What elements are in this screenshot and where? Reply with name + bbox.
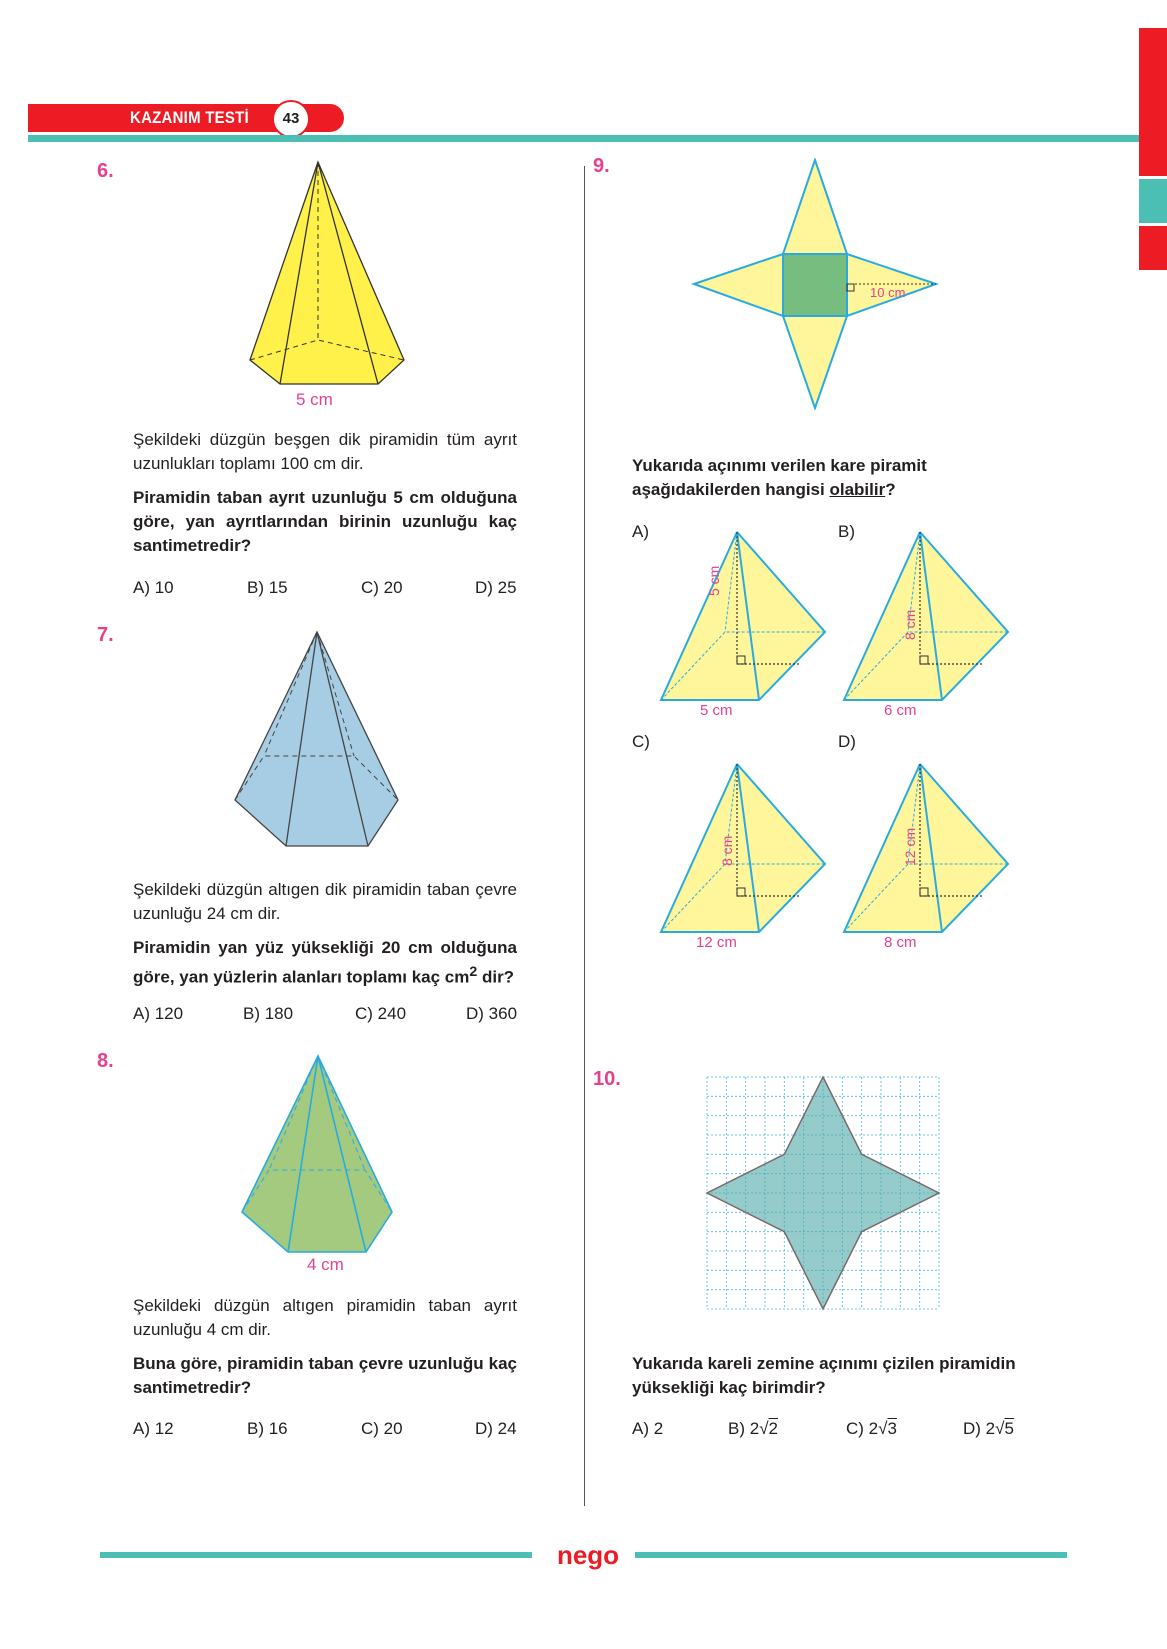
hexagonal-pyramid-figure (230, 628, 405, 853)
option-d[interactable] (963, 1419, 1014, 1439)
superscript: 2 (469, 964, 478, 980)
choice-d-pyramid[interactable] (838, 762, 1018, 937)
question-prompt-end: dir? (477, 967, 515, 987)
question-prompt (632, 454, 1022, 502)
emphasized-word: olabilir (829, 480, 886, 499)
question-prompt: Buna göre, piramidin taban çevre uzunluğu kaç santimetredir? (133, 1354, 517, 1397)
sqrt-icon: √ (759, 1419, 769, 1438)
option-b[interactable] (728, 1419, 778, 1439)
side-tab-red (1139, 28, 1167, 176)
option-c-radicand: 3 (887, 1419, 897, 1438)
option-c[interactable] (846, 1419, 897, 1439)
choice-a-pyramid[interactable] (655, 530, 835, 705)
question-number: 6. (97, 160, 114, 182)
option-b-prefix: B) 2 (728, 1419, 760, 1438)
option-d[interactable]: D) 25 (475, 578, 517, 597)
choice-b-height-label: 8 cm (902, 609, 918, 640)
choice-c-base-label: 12 cm (696, 934, 737, 951)
option-a[interactable]: A) 10 (133, 578, 174, 597)
option-c[interactable]: C) 20 (361, 1419, 403, 1438)
choice-a-base-label: 5 cm (700, 702, 733, 719)
choice-b-base-label: 6 cm (884, 702, 917, 719)
question-text: Şekildeki düzgün altıgen piramidin taban ayrıt uzunluğu 4 cm dir. (133, 1296, 517, 1339)
question-text: Şekildeki düzgün altıgen dik piramidin taban çevre uzunluğu 24 cm dir. (133, 880, 517, 923)
column-divider (584, 166, 585, 1506)
choice-d-height-label: 12 cm (902, 827, 918, 866)
option-c[interactable]: C) 20 (361, 578, 403, 597)
test-number-badge: 43 (272, 100, 310, 138)
option-c-prefix: C) 2 (846, 1419, 879, 1438)
choice-c-pyramid[interactable] (655, 762, 835, 937)
option-d[interactable]: D) 24 (475, 1419, 517, 1438)
option-b[interactable]: B) 180 (243, 1004, 294, 1023)
footer-rule-left (100, 1552, 532, 1558)
option-d[interactable]: D) 360 (466, 1004, 518, 1023)
grid-net-figure (705, 1075, 941, 1311)
choice-c-height-label: 8 cm (719, 835, 735, 866)
choice-d-label[interactable]: D) (838, 732, 856, 751)
hexagonal-pyramid-green-figure (238, 1052, 398, 1257)
option-a[interactable]: A) 2 (632, 1419, 664, 1438)
header-title: KAZANIM TESTİ (130, 108, 249, 127)
option-b[interactable]: B) 16 (247, 1419, 288, 1438)
question-text: Şekildeki düzgün beşgen dik piramidin tüm ayrıt uzunlukları toplamı 100 cm dir. (133, 430, 517, 473)
slant-height-label: 10 cm (870, 285, 906, 300)
question-prompt-main: Yukarıda açınımı verilen kare piramit aşağıdakilerden hangisi (632, 456, 927, 499)
header-rule (28, 135, 1140, 142)
question-prompt (133, 936, 517, 990)
choice-a-height-label: 5 cm (706, 565, 722, 596)
pentagonal-pyramid-figure (230, 158, 430, 408)
option-b-radicand: 2 (768, 1419, 778, 1438)
question-prompt: Yukarıda kareli zemine açınımı çizilen piramidin yüksekliği kaç birimdir? (632, 1354, 1016, 1397)
choice-a-label[interactable]: A) (632, 522, 649, 541)
option-b[interactable]: B) 15 (247, 578, 288, 597)
question-number: 10. (593, 1068, 621, 1090)
option-c[interactable]: C) 240 (355, 1004, 407, 1023)
choice-d-base-label: 8 cm (884, 934, 917, 951)
question-prompt-main: Piramidin yan yüz yüksekliği 20 cm olduğuna göre, yan yüzlerin alanları toplamı kaç cm (133, 938, 517, 987)
choice-b-pyramid[interactable] (838, 530, 1018, 705)
publisher-logo: nego (556, 1540, 620, 1570)
question-prompt-end: ? (885, 480, 896, 499)
square-pyramid-net-figure (690, 158, 942, 410)
question-number: 7. (97, 624, 114, 646)
option-d-radicand: 5 (1004, 1419, 1014, 1438)
footer-rule-right (635, 1552, 1067, 1558)
side-tab-red-2 (1139, 226, 1167, 270)
question-prompt: Piramidin taban ayrıt uzunluğu 5 cm olduğuna göre, yan ayrıtlarından birinin uzunluğu kaç santimetredir? (133, 488, 517, 555)
question-number: 8. (97, 1050, 114, 1072)
base-edge-label: 4 cm (307, 1255, 344, 1274)
option-d-prefix: D) 2 (963, 1419, 996, 1438)
sqrt-icon: √ (878, 1419, 888, 1438)
question-number: 9. (593, 155, 610, 177)
choice-c-label[interactable]: C) (632, 732, 650, 751)
side-tab-teal (1139, 179, 1167, 223)
base-edge-label: 5 cm (296, 390, 333, 409)
sqrt-icon: √ (995, 1419, 1005, 1438)
option-a[interactable]: A) 120 (133, 1004, 184, 1023)
option-a[interactable]: A) 12 (133, 1419, 174, 1438)
choice-b-label[interactable]: B) (838, 522, 855, 541)
